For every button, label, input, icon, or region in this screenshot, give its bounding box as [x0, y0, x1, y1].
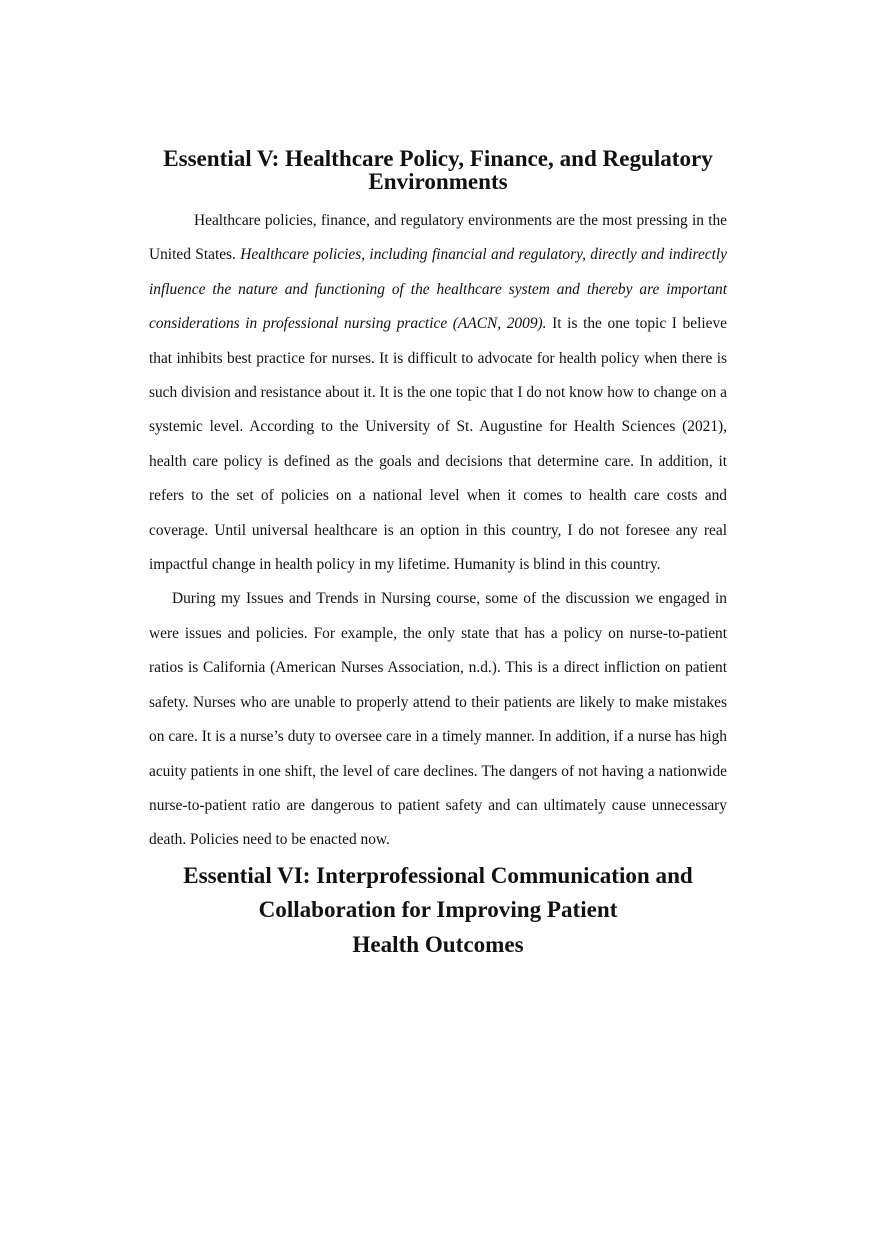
- italic-quotation: Healthcare policies, including financial and regulatory, directly and indirectly influence the nature and functioning of the healthcare system and thereby are important considerations in professional nursing practice (AACN, 2009).: [149, 246, 727, 333]
- section-heading-essential-v: Essential V: Healthcare Policy, Finance, and Regulatory Environments: [163, 145, 713, 194]
- paragraph-text-body: It is the one topic I believe that inhibits best practice for nurses. It is difficult to advocate for health policy when there is such division and resistance about it. It is the one topic that I do not know how to change on a systemic level. According to the University of St. Augustine for Health Sciences (2021), health care policy is defined as the goals and decisions that determine care. In addition, it refers to the set of policies on a national level when it comes to health care costs and coverage. Until universal healthcare is an option in this country, I do not foresee any real impactful change in health policy in my lifetime. Humanity is blind in this country.: [149, 315, 727, 574]
- section-heading-essential-vi: [149, 858, 727, 961]
- paragraph-nurse-ratios: During my Issues and Trends in Nursing course, some of the discussion we engaged in were issues and policies. For example, the only state that has a policy on nurse-to-patient ratios is California (American Nurses Association, n.d.). This is a direct infliction on patient safety. Nurses who are unable to properly attend to their patients are likely to make mistakes on care. It is a nurse’s duty to oversee care in a timely manner. In addition, if a nurse has high acuity patients in one shift, the level of care declines. The dangers of not having a nationwide nurse-to-patient ratio are dangerous to patient safety and can ultimately cause unnecessary death. Policies need to be enacted now.: [149, 590, 727, 849]
- section-heading-line-2: Health Outcomes: [352, 930, 524, 957]
- document-body: [149, 147, 727, 961]
- paragraph-healthcare-policy: [149, 204, 727, 582]
- section-heading-line-1: Essential VI: Interprofessional Communication and Collaboration for Improving Patient: [183, 861, 693, 923]
- paragraph-text-intro: Healthcare policies, finance, and regulatory environments are the most pressing in the United States.: [149, 212, 727, 264]
